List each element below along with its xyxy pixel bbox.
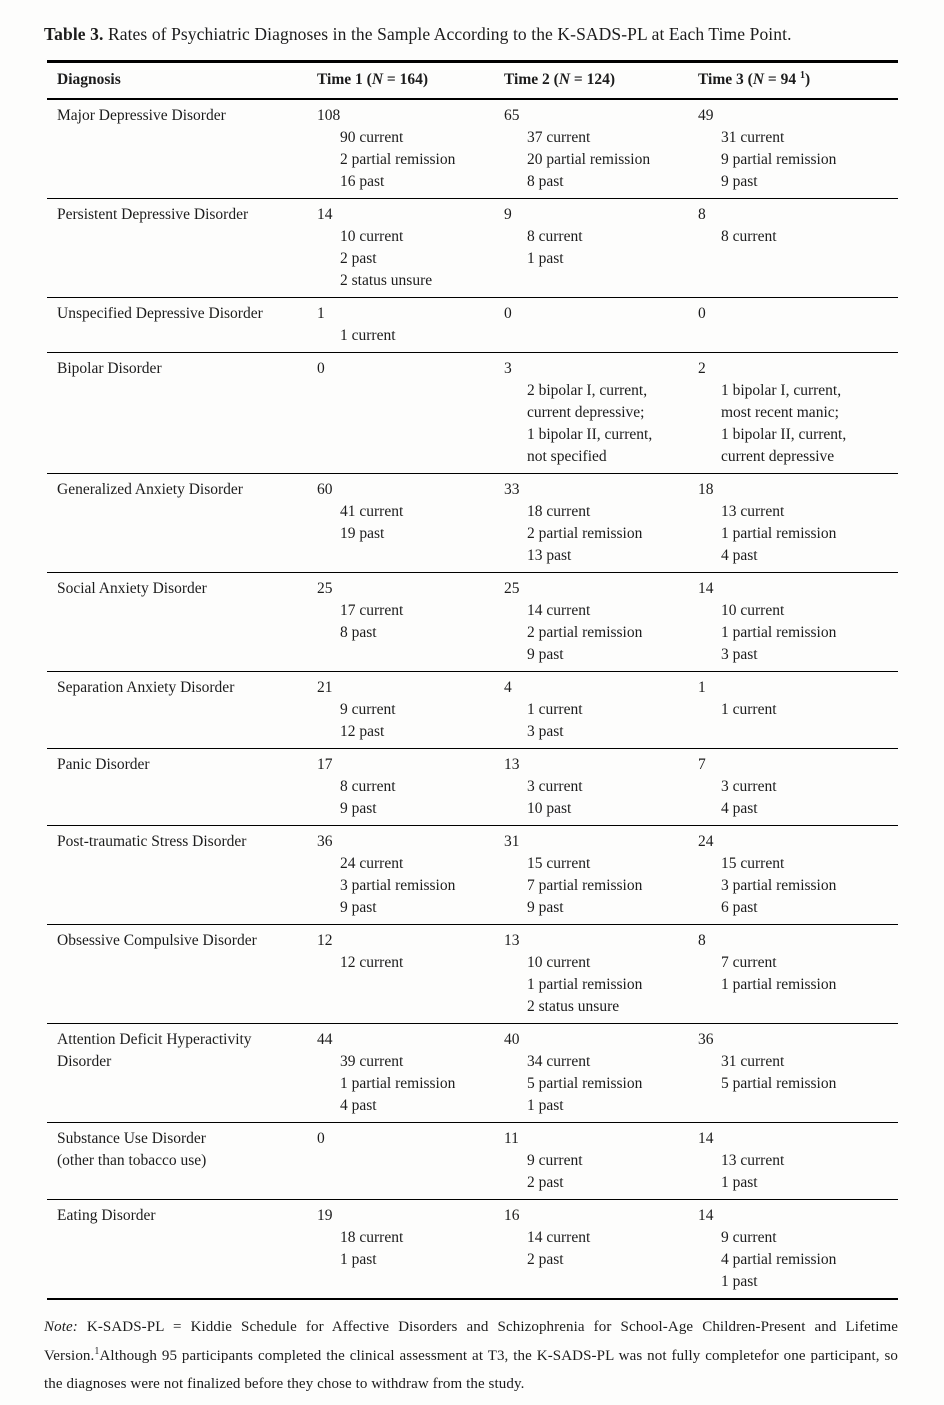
count-detail: 4 past bbox=[721, 547, 758, 564]
count-detail: 1 current bbox=[721, 701, 777, 718]
header-time1-n: N bbox=[371, 71, 384, 88]
count-detail: 8 past bbox=[340, 624, 377, 641]
count-total: 65 bbox=[504, 107, 520, 124]
table-row bbox=[47, 352, 898, 473]
diagnosis-cell bbox=[47, 1128, 317, 1194]
diagnosis-cell bbox=[47, 754, 317, 820]
count-detail: 39 current bbox=[340, 1053, 404, 1070]
count-detail: 8 current bbox=[721, 228, 777, 245]
diagnosis-line: Obsessive Compulsive Disorder bbox=[57, 932, 257, 949]
time2-cell bbox=[504, 578, 698, 666]
count-detail: 2 status unsure bbox=[527, 998, 620, 1015]
count-detail: 12 past bbox=[340, 723, 385, 740]
time3-cell bbox=[698, 303, 898, 347]
count-total: 4 bbox=[504, 679, 512, 696]
count-detail: 13 current bbox=[721, 1152, 785, 1169]
count-detail: 41 current bbox=[340, 503, 404, 520]
time1-cell bbox=[317, 831, 504, 919]
time2-cell bbox=[504, 1205, 698, 1293]
diagnosis-cell bbox=[47, 1205, 317, 1293]
count-detail: 13 current bbox=[721, 503, 785, 520]
header-time2 bbox=[504, 69, 698, 91]
time3-cell bbox=[698, 1029, 898, 1117]
time1-cell bbox=[317, 578, 504, 666]
count-detail: 2 partial remission bbox=[340, 151, 456, 168]
count-detail: 24 current bbox=[340, 855, 404, 872]
count-detail: 17 current bbox=[340, 602, 404, 619]
time2-cell bbox=[504, 358, 698, 468]
count-total: 14 bbox=[698, 1207, 714, 1224]
count-detail: 1 partial remission bbox=[340, 1075, 456, 1092]
count-total: 14 bbox=[317, 206, 333, 223]
header-time1-post: = 164) bbox=[383, 71, 429, 88]
count-detail: 3 past bbox=[527, 723, 564, 740]
count-detail: 1 past bbox=[527, 250, 564, 267]
table-row bbox=[47, 671, 898, 748]
count-detail: 2 past bbox=[527, 1174, 564, 1191]
time3-cell bbox=[698, 204, 898, 292]
count-detail: 2 bipolar I, current, bbox=[527, 382, 648, 399]
count-total: 18 bbox=[698, 481, 714, 498]
table-title-text: Rates of Psychiatric Diagnoses in the Sample According to the K-SADS-PL at Each Time Point. bbox=[103, 24, 792, 44]
time3-cell bbox=[698, 1205, 898, 1293]
note-text-2: Although 95 participants completed the clinical assessment at T3, the K-SADS-PL was not fully completefor one participant, so the diagnoses were not finalized before they chose to withdraw from the study. bbox=[44, 1347, 898, 1392]
count-detail: 20 partial remission bbox=[527, 151, 651, 168]
count-detail: 1 bipolar II, current, bbox=[721, 426, 847, 443]
diagnosis-cell bbox=[47, 1029, 317, 1117]
table-row bbox=[47, 1023, 898, 1122]
count-detail: 90 current bbox=[340, 129, 404, 146]
count-total: 14 bbox=[698, 1130, 714, 1147]
diagnosis-line: Social Anxiety Disorder bbox=[57, 580, 207, 597]
count-total: 7 bbox=[698, 756, 706, 773]
count-detail: 8 past bbox=[527, 173, 564, 190]
count-total: 25 bbox=[317, 580, 333, 597]
diagnosis-cell bbox=[47, 105, 317, 193]
header-time2-n: N bbox=[558, 71, 571, 88]
time1-cell bbox=[317, 930, 504, 1018]
time3-cell bbox=[698, 105, 898, 193]
count-detail: not specified bbox=[527, 448, 607, 465]
header-time3-pre: Time 3 ( bbox=[698, 71, 753, 88]
diagnosis-line: Post-traumatic Stress Disorder bbox=[57, 833, 247, 850]
diagnosis-line: Generalized Anxiety Disorder bbox=[57, 481, 243, 498]
table-row bbox=[47, 1122, 898, 1199]
count-detail: 31 current bbox=[721, 129, 785, 146]
table-body bbox=[47, 100, 898, 1298]
count-total: 21 bbox=[317, 679, 333, 696]
count-detail: 14 current bbox=[527, 602, 591, 619]
time3-cell bbox=[698, 677, 898, 743]
table-row bbox=[47, 297, 898, 352]
count-detail: 7 partial remission bbox=[527, 877, 643, 894]
time3-cell bbox=[698, 930, 898, 1018]
count-total: 13 bbox=[504, 756, 520, 773]
time3-cell bbox=[698, 1128, 898, 1194]
count-total: 19 bbox=[317, 1207, 333, 1224]
time1-cell bbox=[317, 358, 504, 468]
count-detail: 2 past bbox=[527, 1251, 564, 1268]
table-row bbox=[47, 924, 898, 1023]
count-detail: 18 current bbox=[340, 1229, 404, 1246]
count-detail: 2 status unsure bbox=[340, 272, 433, 289]
count-total: 0 bbox=[317, 360, 325, 377]
time2-cell bbox=[504, 1029, 698, 1117]
count-detail: 4 past bbox=[721, 800, 758, 817]
count-detail: 9 current bbox=[721, 1229, 777, 1246]
count-total: 14 bbox=[698, 580, 714, 597]
table-note bbox=[44, 1313, 898, 1399]
count-detail: 10 current bbox=[527, 954, 591, 971]
diagnosis-line: Disorder bbox=[57, 1053, 112, 1070]
count-detail: 31 current bbox=[721, 1053, 785, 1070]
diagnosis-cell bbox=[47, 677, 317, 743]
count-detail: 6 past bbox=[721, 899, 758, 916]
count-total: 24 bbox=[698, 833, 714, 850]
time1-cell bbox=[317, 1128, 504, 1194]
header-time1-pre: Time 1 ( bbox=[317, 71, 372, 88]
diagnosis-cell bbox=[47, 831, 317, 919]
diagnosis-line: Attention Deficit Hyperactivity bbox=[57, 1031, 252, 1048]
count-total: 0 bbox=[698, 305, 706, 322]
time2-cell bbox=[504, 930, 698, 1018]
table-header-row bbox=[47, 63, 898, 100]
count-total: 108 bbox=[317, 107, 341, 124]
count-detail: 8 current bbox=[527, 228, 583, 245]
time2-cell bbox=[504, 1128, 698, 1194]
count-detail: 9 past bbox=[340, 899, 377, 916]
count-detail: 1 partial remission bbox=[721, 525, 837, 542]
count-detail: 1 partial remission bbox=[527, 976, 643, 993]
count-total: 13 bbox=[504, 932, 520, 949]
count-detail: 9 partial remission bbox=[721, 151, 837, 168]
count-detail: current depressive; bbox=[527, 404, 645, 421]
count-detail: 1 bipolar II, current, bbox=[527, 426, 653, 443]
count-detail: 9 past bbox=[721, 173, 758, 190]
header-time3-footnote-marker: 1 bbox=[800, 69, 805, 81]
count-total: 0 bbox=[504, 305, 512, 322]
table-row bbox=[47, 748, 898, 825]
time2-cell bbox=[504, 204, 698, 292]
count-total: 40 bbox=[504, 1031, 520, 1048]
count-detail: 15 current bbox=[721, 855, 785, 872]
count-detail: current depressive bbox=[721, 448, 835, 465]
count-detail: 16 past bbox=[340, 173, 385, 190]
diagnosis-cell bbox=[47, 578, 317, 666]
count-detail: 1 partial remission bbox=[721, 976, 837, 993]
count-detail: 5 partial remission bbox=[721, 1075, 837, 1092]
count-total: 9 bbox=[504, 206, 512, 223]
count-total: 0 bbox=[317, 1130, 325, 1147]
count-detail: 4 partial remission bbox=[721, 1251, 837, 1268]
count-detail: 7 current bbox=[721, 954, 777, 971]
count-detail: 9 past bbox=[527, 899, 564, 916]
count-detail: 13 past bbox=[527, 547, 572, 564]
count-total: 16 bbox=[504, 1207, 520, 1224]
count-detail: 10 past bbox=[527, 800, 572, 817]
diagnosis-cell bbox=[47, 204, 317, 292]
count-total: 36 bbox=[317, 833, 333, 850]
count-total: 1 bbox=[698, 679, 706, 696]
count-total: 17 bbox=[317, 756, 333, 773]
count-total: 31 bbox=[504, 833, 520, 850]
table-row bbox=[47, 825, 898, 924]
time3-cell bbox=[698, 358, 898, 468]
diagnosis-line: Separation Anxiety Disorder bbox=[57, 679, 235, 696]
count-detail: 3 partial remission bbox=[340, 877, 456, 894]
count-total: 60 bbox=[317, 481, 333, 498]
count-detail: 15 current bbox=[527, 855, 591, 872]
count-detail: 9 past bbox=[340, 800, 377, 817]
header-time2-post: = 124) bbox=[570, 71, 616, 88]
count-detail: 1 partial remission bbox=[721, 624, 837, 641]
time2-cell bbox=[504, 479, 698, 567]
count-detail: 2 partial remission bbox=[527, 624, 643, 641]
diagnosis-cell bbox=[47, 358, 317, 468]
count-total: 3 bbox=[504, 360, 512, 377]
header-time3-close: ) bbox=[805, 71, 811, 88]
diagnosis-line: Panic Disorder bbox=[57, 756, 150, 773]
count-detail: 2 past bbox=[340, 250, 377, 267]
table-title-label: Table 3. bbox=[44, 24, 104, 44]
table-row bbox=[47, 473, 898, 572]
count-detail: 34 current bbox=[527, 1053, 591, 1070]
time2-cell bbox=[504, 105, 698, 193]
count-detail: 3 partial remission bbox=[721, 877, 837, 894]
count-detail: 3 current bbox=[527, 778, 583, 795]
count-total: 2 bbox=[698, 360, 706, 377]
time1-cell bbox=[317, 677, 504, 743]
count-total: 12 bbox=[317, 932, 333, 949]
time1-cell bbox=[317, 754, 504, 820]
table-row bbox=[47, 572, 898, 671]
note-text-1: K-SADS-PL = Kiddie Schedule for Affective Disorders and Schizophrenia for School-Age Children-Present and Lifetime Version. bbox=[44, 1319, 898, 1364]
header-time1 bbox=[317, 69, 504, 91]
count-detail: 9 current bbox=[527, 1152, 583, 1169]
count-detail: 10 current bbox=[721, 602, 785, 619]
count-detail: 1 past bbox=[527, 1097, 564, 1114]
table-title bbox=[44, 22, 898, 46]
time2-cell bbox=[504, 677, 698, 743]
diagnosis-line: Major Depressive Disorder bbox=[57, 107, 226, 124]
time2-cell bbox=[504, 831, 698, 919]
count-detail: 37 current bbox=[527, 129, 591, 146]
count-total: 8 bbox=[698, 206, 706, 223]
time3-cell bbox=[698, 479, 898, 567]
time3-cell bbox=[698, 578, 898, 666]
diagnosis-line: (other than tobacco use) bbox=[57, 1152, 207, 1169]
count-detail: 8 current bbox=[340, 778, 396, 795]
count-detail: 3 past bbox=[721, 646, 758, 663]
diagnoses-table bbox=[47, 60, 898, 1300]
table-row bbox=[47, 198, 898, 297]
count-detail: 19 past bbox=[340, 525, 385, 542]
count-detail: 18 current bbox=[527, 503, 591, 520]
note-footnote-marker: 1 bbox=[94, 1345, 100, 1357]
count-detail: 14 current bbox=[527, 1229, 591, 1246]
time2-cell bbox=[504, 754, 698, 820]
count-detail: 1 bipolar I, current, bbox=[721, 382, 842, 399]
count-detail: 4 past bbox=[340, 1097, 377, 1114]
count-total: 44 bbox=[317, 1031, 333, 1048]
time1-cell bbox=[317, 204, 504, 292]
count-total: 11 bbox=[504, 1130, 519, 1147]
count-detail: 5 partial remission bbox=[527, 1075, 643, 1092]
time1-cell bbox=[317, 479, 504, 567]
header-diagnosis: Diagnosis bbox=[57, 71, 121, 88]
count-total: 1 bbox=[317, 305, 325, 322]
count-total: 8 bbox=[698, 932, 706, 949]
time1-cell bbox=[317, 1205, 504, 1293]
count-total: 49 bbox=[698, 107, 714, 124]
count-detail: 1 current bbox=[340, 327, 396, 344]
count-detail: 1 past bbox=[721, 1273, 758, 1290]
table-row bbox=[47, 100, 898, 198]
header-time3-n: N bbox=[752, 71, 765, 88]
time2-cell bbox=[504, 303, 698, 347]
diagnosis-line: Persistent Depressive Disorder bbox=[57, 206, 249, 223]
count-detail: 1 current bbox=[527, 701, 583, 718]
time1-cell bbox=[317, 303, 504, 347]
header-time2-pre: Time 2 ( bbox=[504, 71, 559, 88]
table-row bbox=[47, 1199, 898, 1298]
count-detail: 1 past bbox=[721, 1174, 758, 1191]
count-detail: 9 past bbox=[527, 646, 564, 663]
time1-cell bbox=[317, 105, 504, 193]
count-total: 36 bbox=[698, 1031, 714, 1048]
note-label: Note: bbox=[44, 1319, 78, 1335]
count-detail: 1 past bbox=[340, 1251, 377, 1268]
diagnosis-line: Bipolar Disorder bbox=[57, 360, 162, 377]
count-total: 33 bbox=[504, 481, 520, 498]
diagnosis-cell bbox=[47, 479, 317, 567]
count-total: 25 bbox=[504, 580, 520, 597]
count-detail: 12 current bbox=[340, 954, 404, 971]
diagnosis-cell bbox=[47, 303, 317, 347]
count-detail: 10 current bbox=[340, 228, 404, 245]
count-detail: 9 current bbox=[340, 701, 396, 718]
time3-cell bbox=[698, 754, 898, 820]
header-time3-post: = 94 bbox=[764, 71, 800, 88]
header-time3 bbox=[698, 69, 898, 91]
diagnosis-cell bbox=[47, 930, 317, 1018]
diagnosis-line: Eating Disorder bbox=[57, 1207, 156, 1224]
count-detail: 2 partial remission bbox=[527, 525, 643, 542]
count-detail: 3 current bbox=[721, 778, 777, 795]
time1-cell bbox=[317, 1029, 504, 1117]
diagnosis-line: Substance Use Disorder bbox=[57, 1130, 206, 1147]
time3-cell bbox=[698, 831, 898, 919]
count-detail: most recent manic; bbox=[721, 404, 839, 421]
diagnosis-line: Unspecified Depressive Disorder bbox=[57, 305, 263, 322]
